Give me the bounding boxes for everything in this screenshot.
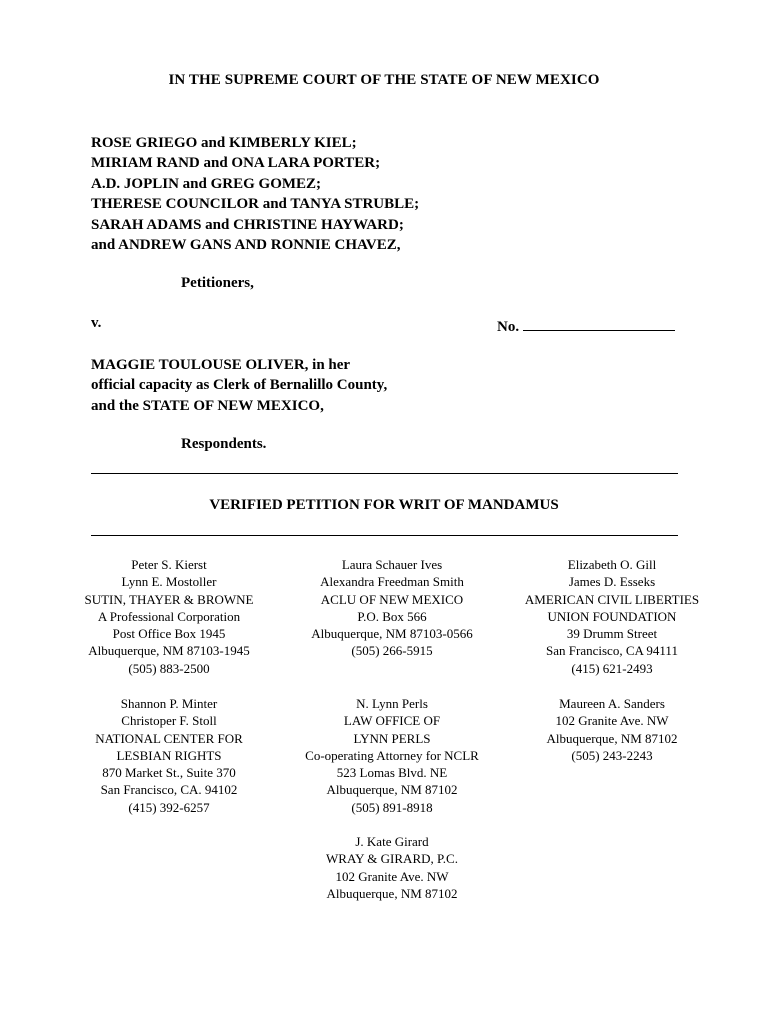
respondents-list <box>91 355 387 416</box>
counsel-line: UNION FOUNDATION <box>547 608 677 624</box>
counsel-line: Peter S. Kierst <box>131 557 207 572</box>
counsel-line: Shannon P. Minter <box>120 696 218 711</box>
counsel-line: (505) 891-8918 <box>351 799 433 815</box>
counsel-line: N. Lynn Perls <box>356 696 428 711</box>
counsel-block <box>497 695 727 764</box>
counsel-line: (505) 883-2500 <box>128 660 210 676</box>
petitioner-line: ROSE GRIEGO and KIMBERLY KIEL; <box>91 135 357 151</box>
counsel-block <box>277 695 507 816</box>
counsel-block <box>54 695 284 816</box>
counsel-line: Albuquerque, NM 87102 <box>326 782 458 798</box>
case-number-blank <box>523 315 675 331</box>
petitioner-line: SARAH ADAMS and CHRISTINE HAYWARD; <box>91 216 404 233</box>
respondent-line: MAGGIE TOULOUSE OLIVER, in her <box>91 357 351 373</box>
counsel-line: Christoper F. Stoll <box>121 713 217 729</box>
respondent-line: and the STATE OF NEW MEXICO, <box>91 397 324 414</box>
counsel-line: A Professional Corporation <box>97 608 241 624</box>
petitioner-line: and ANDREW GANS AND RONNIE CHAVEZ, <box>91 237 401 254</box>
counsel-line: NATIONAL CENTER FOR <box>95 730 243 746</box>
petitioners-list <box>91 133 419 255</box>
counsel-block <box>277 556 507 660</box>
counsel-line: Alexandra Freedman Smith <box>320 574 464 590</box>
counsel-line: 523 Lomas Blvd. NE <box>336 765 448 781</box>
counsel-line: Maureen A. Sanders <box>559 696 665 711</box>
counsel-line: ACLU OF NEW MEXICO <box>320 591 464 607</box>
respondent-line: official capacity as Clerk of Bernalillo County, <box>91 377 388 394</box>
counsel-line: Albuquerque, NM 87103-1945 <box>88 643 250 659</box>
counsel-line: P.O. Box 566 <box>357 608 427 624</box>
counsel-line: 102 Granite Ave. NW <box>335 868 449 884</box>
counsel-line: Albuquerque, NM 87103-0566 <box>311 626 473 642</box>
document-title: VERIFIED PETITION FOR WRIT OF MANDAMUS <box>209 497 559 513</box>
counsel-line: Laura Schauer Ives <box>341 557 443 572</box>
counsel-line: Co-operating Attorney for NCLR <box>305 747 479 763</box>
petitioner-line: A.D. JOPLIN and GREG GOMEZ; <box>91 175 322 192</box>
counsel-line: Post Office Box 1945 <box>112 626 226 642</box>
counsel-line: San Francisco, CA 94111 <box>546 643 678 659</box>
petitioner-line: MIRIAM RAND and ONA LARA PORTER; <box>91 155 381 172</box>
counsel-line: LAW OFFICE OF <box>343 713 441 729</box>
counsel-line: (505) 243-2243 <box>571 747 653 763</box>
counsel-line: San Francisco, CA. 94102 <box>100 782 238 798</box>
counsel-line: LESBIAN RIGHTS <box>116 747 222 763</box>
counsel-line: 870 Market St., Suite 370 <box>102 765 236 781</box>
counsel-line: (505) 266-5915 <box>351 643 433 659</box>
petitioner-line: THERESE COUNCILOR and TANYA STRUBLE; <box>91 196 420 213</box>
counsel-line: 39 Drumm Street <box>566 626 658 642</box>
counsel-line: LYNN PERLS <box>353 730 431 746</box>
counsel-line: (415) 392-6257 <box>128 799 210 815</box>
counsel-line: 102 Granite Ave. NW <box>555 713 669 729</box>
respondents-label: Respondents. <box>181 436 267 452</box>
counsel-line: AMERICAN CIVIL LIBERTIES <box>524 591 700 607</box>
counsel-line: Lynn E. Mostoller <box>121 574 217 590</box>
case-number-label: No. <box>497 319 520 335</box>
counsel-line: J. Kate Girard <box>355 834 429 849</box>
versus-label: v. <box>91 315 102 331</box>
counsel-line: WRAY & GIRARD, P.C. <box>326 851 458 867</box>
counsel-line: James D. Esseks <box>568 574 656 590</box>
court-title: IN THE SUPREME COURT OF THE STATE OF NEW MEXICO <box>168 72 600 88</box>
counsel-line: (415) 621-2493 <box>571 660 653 676</box>
counsel-line: Albuquerque, NM 87102 <box>326 885 458 901</box>
counsel-block <box>277 833 507 902</box>
divider-rule <box>91 473 678 474</box>
case-number <box>497 315 675 336</box>
counsel-line: Albuquerque, NM 87102 <box>546 730 678 746</box>
petitioners-label: Petitioners, <box>181 275 254 291</box>
divider-rule <box>91 535 678 536</box>
counsel-block <box>54 556 284 677</box>
counsel-block <box>497 556 727 677</box>
counsel-line: Elizabeth O. Gill <box>567 557 657 572</box>
counsel-line: SUTIN, THAYER & BROWNE <box>84 591 254 607</box>
